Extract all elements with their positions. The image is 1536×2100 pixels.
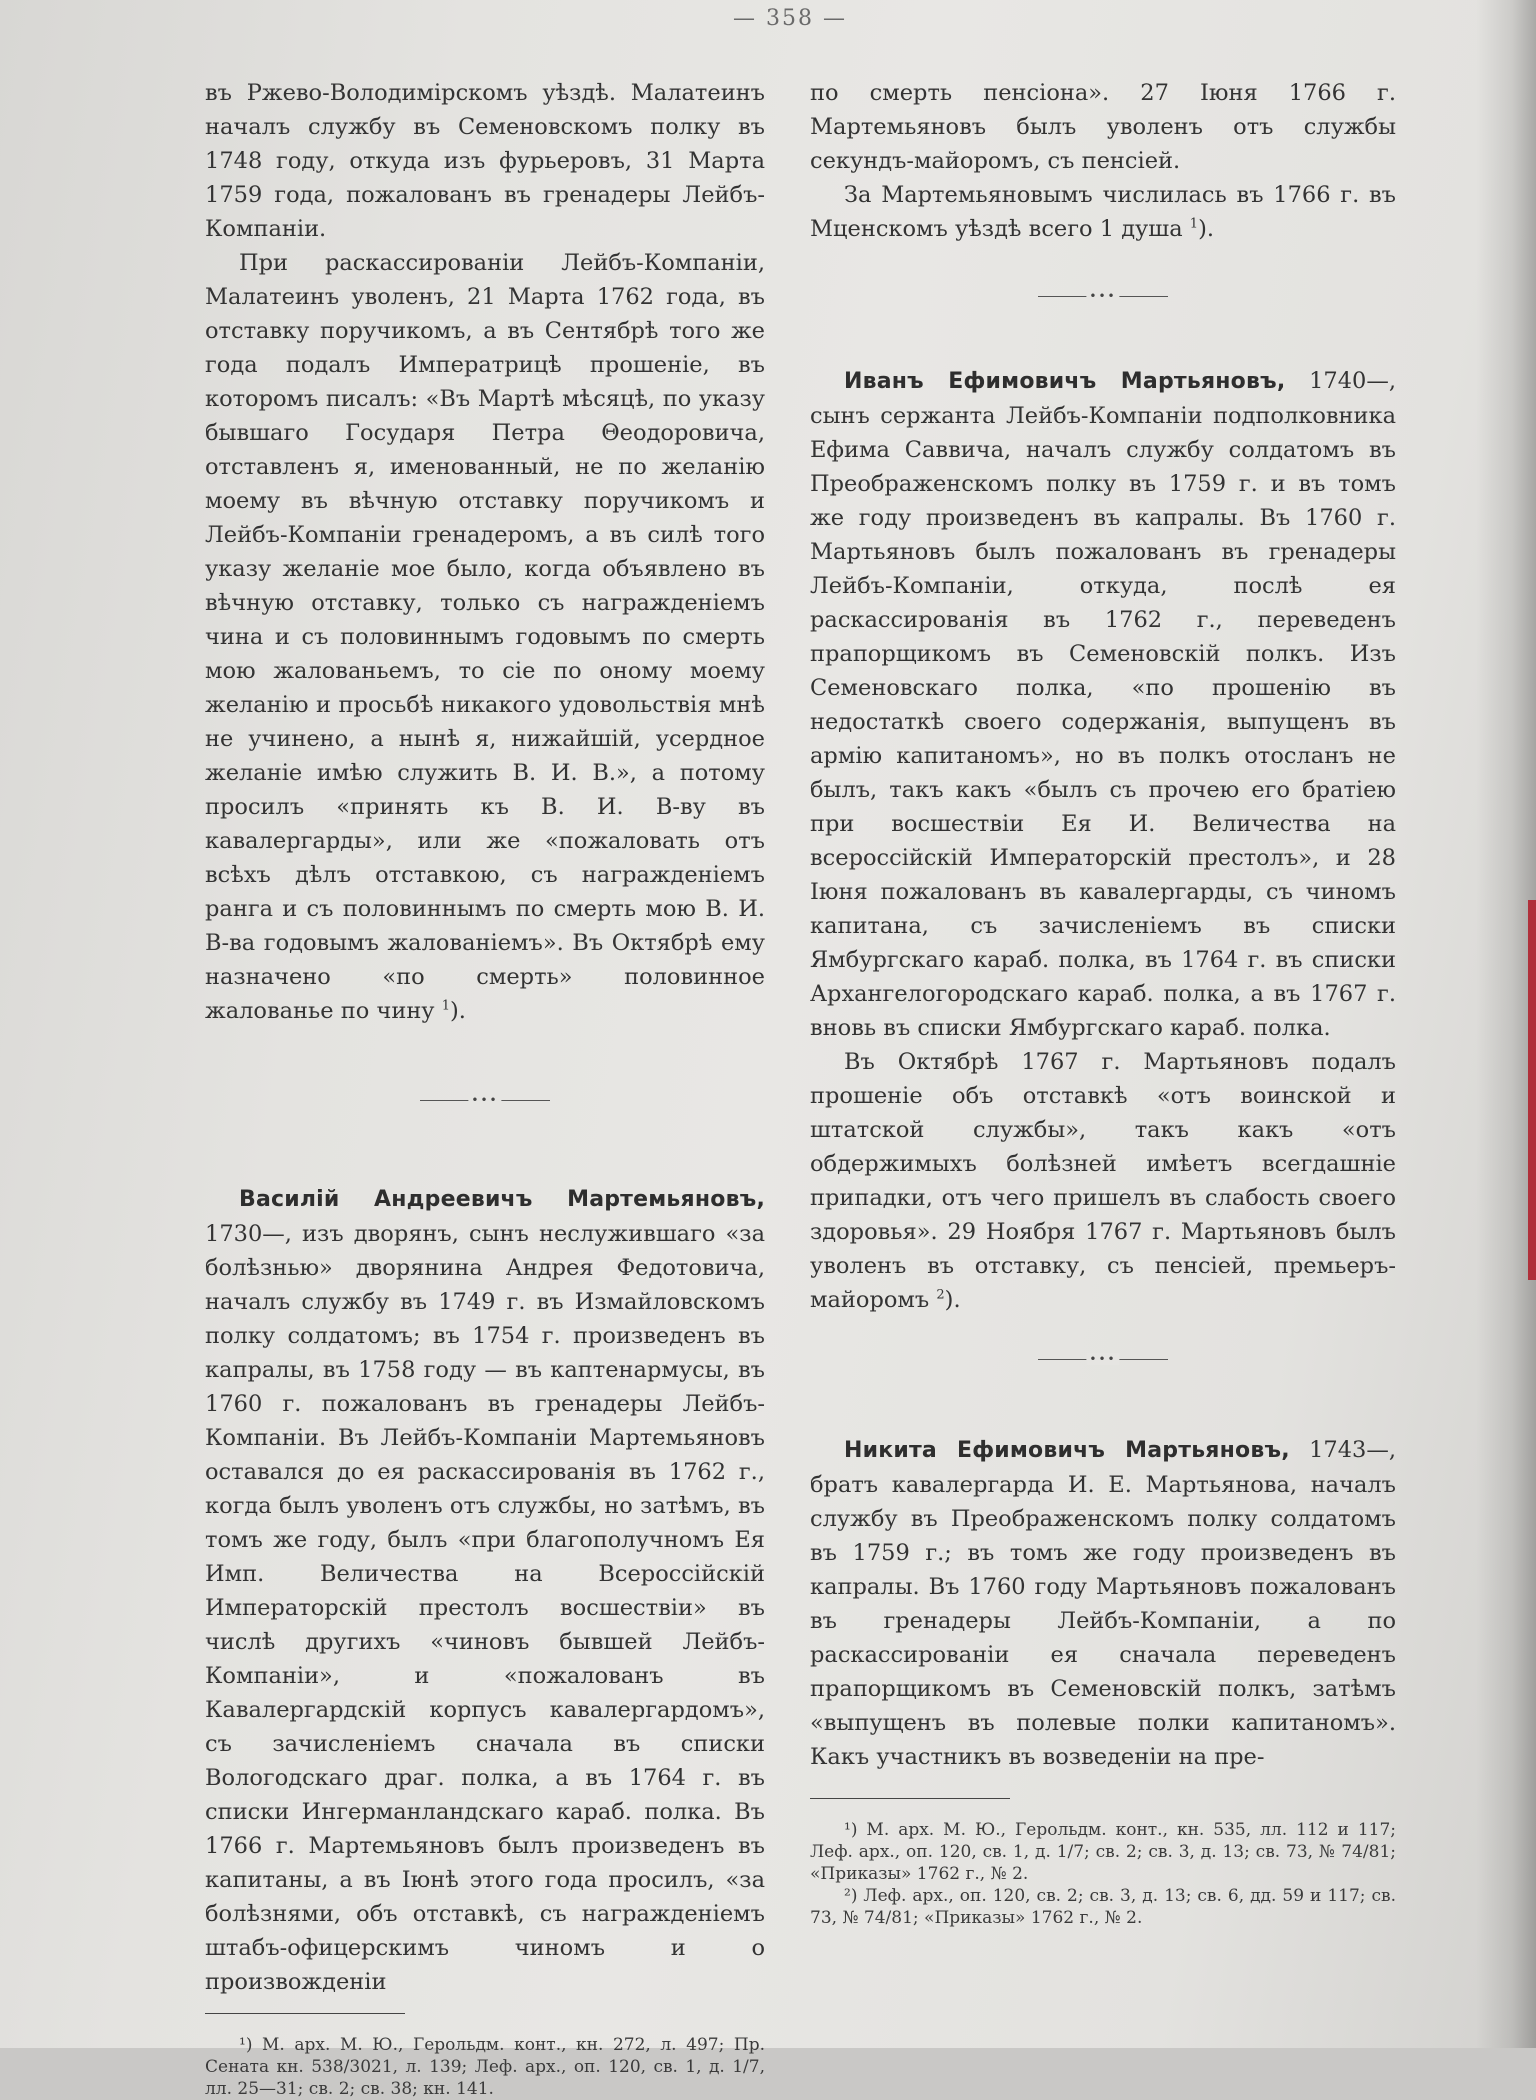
section-divider	[205, 1084, 765, 1118]
entry-text: сынъ сержанта Лейбъ-Компаніи подполковника Ефима Саввича, началъ службу солдатомъ въ Преображенскомъ полку въ 1759 г. и въ томъ же году произведенъ въ капралы. Въ 1760 г. Мартьяновъ былъ пожалованъ въ гренадеры Лейбъ-Компаніи, откуда, послѣ ея раскассированія въ 1762 г., переведенъ прапорщикомъ въ Семеновскій полкъ. Изъ Семеновскаго полка, «по прошенію въ недостаткѣ своего содержанія, выпущенъ въ армію капитаномъ», но въ полкъ отосланъ не былъ, такъ какъ «былъ съ прочею его братіею при восшествіи Ея И. Величества на всероссійскій Императорскій престолъ», и 28 Іюня пожалованъ въ кавалергарды, съ чиномъ капитана, съ зачисленіемъ въ списки Ямбургскаго караб. полка, въ 1764 г. въ списки Архангелогородскаго караб. полка, а въ 1767 г. вновь въ списки Ямбургскаго караб. полка.	[810, 403, 1396, 1041]
paragraph: по смерть пенсіона». 27 Іюня 1766 г. Мартемьяновъ былъ уволенъ отъ службы секундъ-майоромъ, съ пенсіей.	[810, 80, 1396, 174]
entry-date: 1743—,	[1309, 1437, 1397, 1463]
paragraph-text: При раскассированіи Лейбъ-Компаніи, Малатеинъ уволенъ, 21 Марта 1762 года, въ отставку поручикомъ, а въ Сентябрѣ того же года подалъ Императрицѣ прошеніе, въ которомъ писалъ: «Въ Мартѣ мѣсяцѣ, по указу бывшаго Государя Петра Θеодоровича, отставленъ я, именованный, не по желанію моему въ вѣчную отставку поручикомъ и Лейбъ-Компаніи гренадеромъ, а въ силѣ того указу желаніе мое было, когда объявлено въ вѣчную отставку, только съ награжденіемъ чина и съ половиннымъ годовымъ по смерть мою жалованьемъ, то сіе по оному моему желанію и просьбѣ никакого удовольствія мнѣ не учинено, а нынѣ я, нижайшій, усердное желаніе имѣю служить В. И. В.», а потому просилъ «принять къ В. И. В-ву въ кавалергарды», или же «пожаловать отъ всѣхъ дѣлъ отставкою, съ награжденіемъ ранга и съ половиннымъ по смерть мою В. И. В-ва годовымъ жалованіемъ». Въ Октябрѣ ему назначено «по смерть» половинное жалованье по чину	[205, 250, 765, 1024]
entry-paragraph	[810, 364, 1396, 1045]
page-number: — 358 —	[733, 6, 847, 31]
paragraph: въ Ржево-Володимірскомъ уѣздѣ. Малатеинъ началъ службу въ Семеновскомъ полку въ 1748 году, откуда изъ фурьеровъ, 31 Марта 1759 года, пожалованъ въ гренадеры Лейбъ-Компаніи.	[205, 80, 765, 242]
entry-paragraph	[810, 1433, 1396, 1774]
left-column	[205, 76, 765, 2100]
entry-text: изъ дворянъ, сынъ неслужившаго «за болѣзнью» дворянина Андрея Федотовича, началъ службу въ 1749 г. въ Измайловскомъ полку солдатомъ; въ 1754 г. произведенъ въ капралы, въ 1758 году — въ каптенармусы, въ 1760 г. пожалованъ въ гренадеры Лейбъ-Компаніи. Въ Лейбъ-Компаніи Мартемьяновъ оставался до ея раскассированія въ 1762 г., когда былъ уволенъ отъ службы, но затѣмъ, въ томъ же году, былъ «при благополучномъ Ея Имп. Величества на Всероссійскій Императорскій престолъ восшествіи» въ числѣ другихъ «чиновъ бывшей Лейбъ-Компаніи», и «пожалованъ въ Кавалергардскій корпусъ кавалергардомъ», съ зачисленіемъ сначала въ списки Вологодскаго драг. полка, а въ 1764 г. въ списки Ингерманландскаго караб. полка. Въ 1766 г. Мартемьяновъ былъ произведенъ въ капитаны, а въ Іюнѣ этого года просилъ, «за болѣзнями, объ отставкѣ, съ награжденіемъ штабъ-офицерскимъ чиномъ и о произвожденіи	[205, 1221, 765, 1995]
paragraph	[810, 1045, 1396, 1317]
entry-heading: Василій Андреевичъ Мартемьяновъ,	[239, 1187, 765, 1212]
entry-text: братъ кавалергарда И. Е. Мартьянова, началъ службу въ Преображенскомъ полку солдатомъ въ 1759 г.; въ томъ же году произведенъ въ капралы. Въ 1760 году Мартьяновъ пожалованъ въ гренадеры Лейбъ-Компаніи, а по раскассированіи ея сначала переведенъ прапорщикомъ въ Семеновскій полкъ, затѣмъ «выпущенъ въ полевые полки капитаномъ». Какъ участникъ въ возведеніи на пре-	[810, 1472, 1396, 1770]
entry-date: 1740—,	[1309, 368, 1396, 394]
footnote: ²) Леф. арх., оп. 120, св. 2; св. 3, д. 13; св. 6, дд. 59 и 117; св. 73, № 74/81; «Приказы» 1762 г., № 2.	[810, 1886, 1396, 1928]
paragraph	[205, 246, 765, 1028]
footnote-rule	[810, 1798, 1010, 1799]
right-column	[810, 76, 1396, 1929]
paragraph	[810, 178, 1396, 246]
footnote: ¹) М. арх. М. Ю., Герольдм. конт., кн. 535, лл. 112 и 117; Леф. арх., оп. 120, св. 1, д. 1/7; св. 2; св. 3, д. 13; св. 73, № 74/81; «Приказы» 1762 г., № 2.	[810, 1820, 1396, 1884]
divider-ornament: •••	[468, 1094, 501, 1106]
paragraph-end: ).	[450, 998, 466, 1024]
divider-ornament: •••	[1086, 290, 1119, 302]
entry-date: 1730—,	[205, 1221, 292, 1247]
paragraph-end: ).	[1198, 216, 1214, 242]
section-divider	[810, 1343, 1396, 1377]
divider-ornament: •••	[1086, 1353, 1119, 1365]
entry-paragraph	[205, 1182, 765, 1999]
footnote: ¹) М. арх. М. Ю., Герольдм. конт., кн. 272, л. 497; Пр. Сената кн. 538/3021, л. 139; Леф. арх., оп. 120, св. 1, д. 1/7, лл. 25—31; св. 2; св. 38; кн. 141.	[205, 2035, 765, 2099]
paragraph-text: За Мартемьяновымъ числилась въ 1766 г. въ Мценскомъ уѣздѣ всего 1 душа	[810, 182, 1396, 242]
footnote-marker: 1	[441, 998, 450, 1014]
paragraph-text: Въ Октябрѣ 1767 г. Мартьяновъ подалъ прошеніе объ отставкѣ «отъ воинской и штатской службы», такъ какъ «отъ обдержимыхъ болѣзней имѣетъ всегдашніе припадки, отъ чего пришелъ въ слабость своего здоровья». 29 Ноября 1767 г. Мартьяновъ былъ уволенъ въ отставку, съ пенсіей, премьеръ-майоромъ	[810, 1049, 1396, 1313]
red-bookmark-edge	[1528, 900, 1536, 1280]
entry-heading: Никита Ефимовичъ Мартьяновъ,	[844, 1438, 1290, 1463]
section-divider	[810, 280, 1396, 314]
footnote-rule	[205, 2013, 405, 2014]
footnote-marker: 1	[1189, 216, 1199, 232]
page-spine-shadow	[1476, 0, 1536, 2048]
entry-heading: Иванъ Ефимовичъ Мартьяновъ,	[844, 369, 1286, 394]
paragraph-end: ).	[944, 1287, 961, 1313]
footnote-marker: 2	[936, 1287, 945, 1303]
